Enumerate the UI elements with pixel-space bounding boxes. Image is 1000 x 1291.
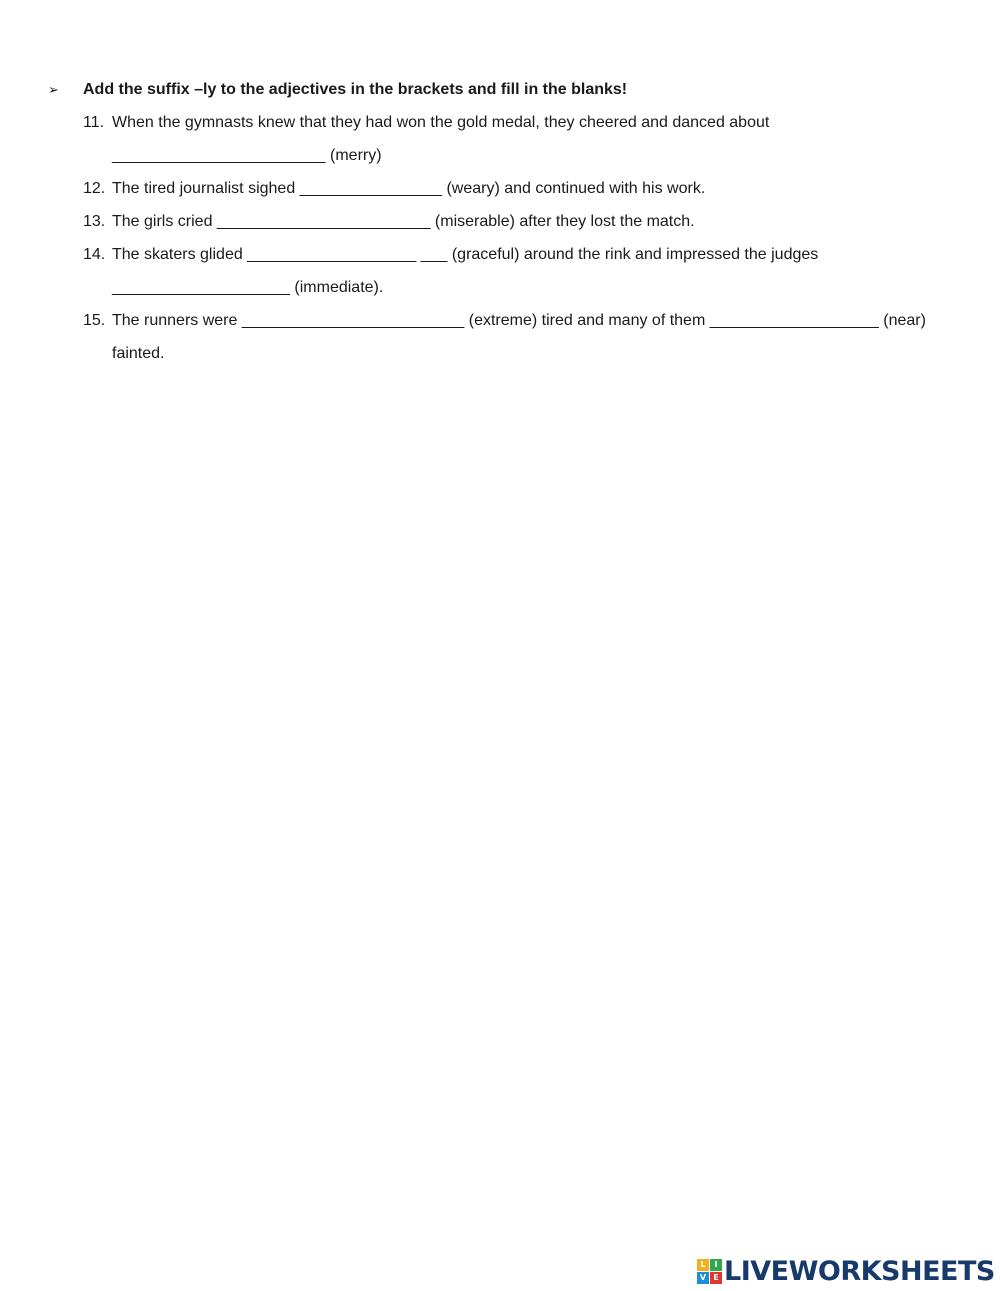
liveworksheets-logo [697,1255,995,1287]
question-number: 12. [83,180,106,197]
question-text: fainted. [112,345,165,362]
instruction-text: Add the suffix –ly to the adjectives in the brackets and fill in the blanks! [83,81,628,98]
arrow-bullet-icon: ➢ [48,82,59,97]
logo-letter: E [710,1272,722,1284]
question-text: The tired journalist sighed ________________ (weary) and continued with his work. [112,180,706,197]
question-text: ____________________ (immediate). [112,279,384,296]
question-text: The girls cried ________________________ (miserable) after they lost the match. [112,213,695,230]
logo-wordmark: LIVEWORKSHEETS [724,1255,995,1287]
question-text: The runners were _________________________ (extreme) tired and many of them ___________________ (near) [112,312,926,329]
logo-letter: I [710,1259,722,1271]
question-text: ________________________ (merry) [112,147,382,164]
question-number: 14. [83,246,106,263]
logo-letter: V [697,1272,709,1284]
question-number: 15. [83,312,106,329]
logo-mark-icon [697,1259,721,1283]
logo-letter: L [697,1259,709,1271]
question-text: The skaters glided ___________________ ___ (graceful) around the rink and impressed the judges [112,246,819,263]
question-text: When the gymnasts knew that they had won the gold medal, they cheered and danced about [112,114,770,131]
question-number: 13. [83,213,106,230]
question-number: 11. [83,114,105,131]
